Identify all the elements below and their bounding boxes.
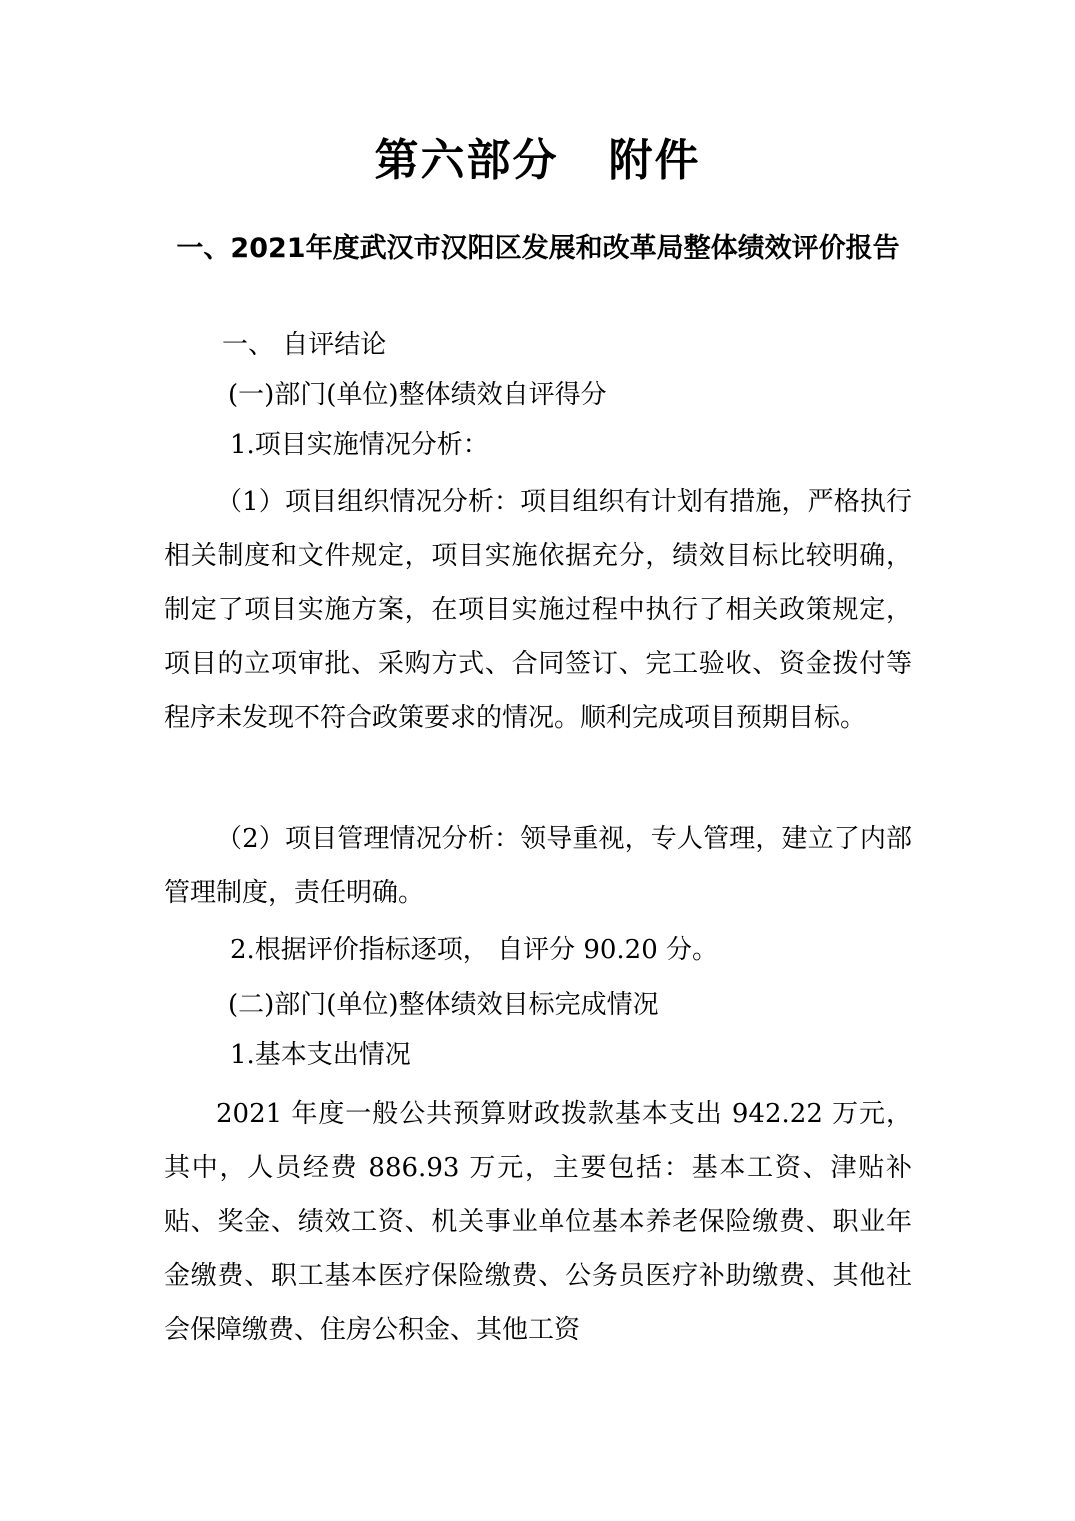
paragraph-basic-expenditure: 2021 年度一般公共预算财政拨款基本支出 942.22 万元，其中，人员经费 886.93 万元，主要包括：基本工资、津贴补贴、奖金、绩效工资、机关事业单位基本养老保险缴费、职业年金缴费、职工基本医疗保险缴费、公务员医疗补助缴费、其他社会保障缴费、住房公积金、其他工资 [164, 1099, 912, 1345]
item-heading-basic-expenditure: 1.基本支出情况 [230, 1040, 411, 1070]
self-score-statement: 2.根据评价指标逐项， 自评分 90.20 分。 [230, 935, 719, 965]
item-heading-implementation: 1.项目实施情况分析： [230, 430, 489, 460]
part-title-number: 第六部分 [374, 135, 559, 186]
subsection-heading-score: (一)部门(单位)整体绩效自评得分 [228, 380, 607, 410]
part-title-name: 附件 [608, 135, 701, 186]
paragraph-management-analysis: （2）项目管理情况分析：领导重视，专人管理，建立了内部管理制度，责任明确。 [164, 824, 912, 908]
paragraph-organization-analysis: （1）项目组织情况分析：项目组织有计划有措施，严格执行相关制度和文件规定，项目实施依据充分，绩效目标比较明确，制定了项目实施方案，在项目实施过程中执行了相关政策规定，项目的立项审批、采购方式、合同签订、完工验收、资金拨付等程序未发现不符合政策要求的情况。顺利完成项目预期目标。 [164, 487, 912, 733]
section-heading-self-evaluation: 一、 自评结论 [222, 330, 387, 360]
part-title [0, 133, 1075, 189]
report-title: 一、2021年度武汉市汉阳区发展和改革局整体绩效评价报告 [176, 233, 900, 264]
subsection-heading-goals: (二)部门(单位)整体绩效目标完成情况 [228, 990, 659, 1020]
